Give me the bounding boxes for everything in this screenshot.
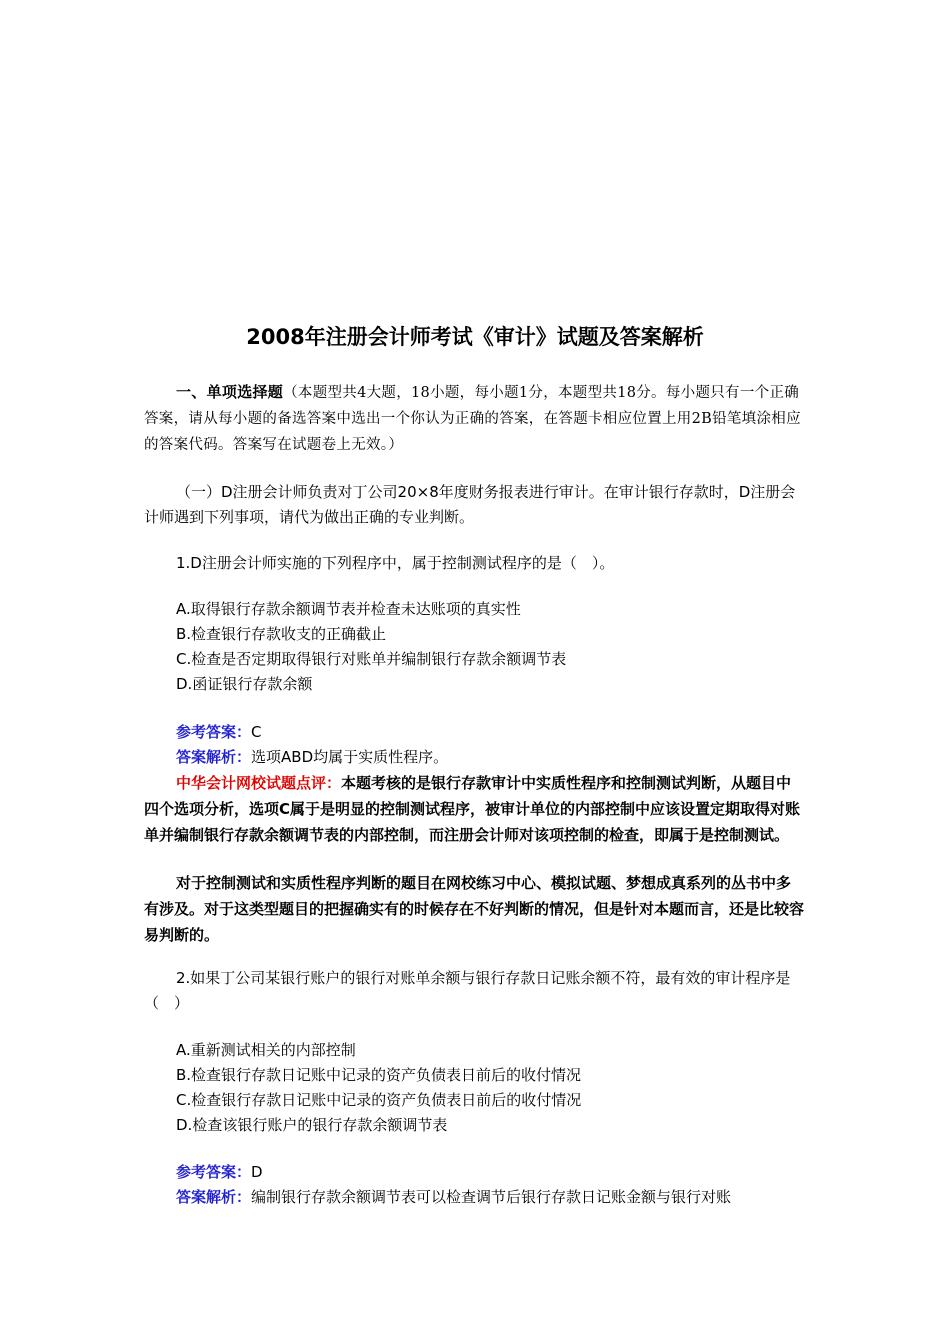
comment-label: 中华会计网校试题点评： — [176, 774, 342, 792]
option-c: C.检查是否定期取得银行对账单并编制银行存款余额调节表 — [176, 650, 567, 668]
question-1-comment-2: 对于控制测试和实质性程序判断的题目在网校练习中心、模拟试题、梦想成真系列的丛书中多有涉及。对于这类型题目的把握确实有的时候存在不好判断的情况，但是针对本题而言，还是比较容易判断的。 — [144, 874, 805, 944]
option-c: C.检查银行存款日记账中记录的资产负债表日前后的收付情况 — [176, 1091, 582, 1109]
answer-line — [144, 1160, 804, 1185]
answer-line — [144, 720, 804, 745]
document-title: 2008年注册会计师考试《审计》试题及答案解析 — [246, 325, 704, 349]
section-instructions-text: （本题型共4大题，18小题，每小题1分，本题型共18分。每小题只有一个正确答案，请从每小题的备选答案中选出一个你认为正确的答案，在答题卡相应位置上用2B铅笔填涂相应的答案代码。答案写在试题卷上无效。） — [144, 385, 801, 453]
analysis-line — [144, 1185, 804, 1210]
option-a: A.重新测试相关的内部控制 — [176, 1041, 356, 1059]
question-1-options — [144, 597, 804, 697]
question-1-answer-block — [144, 720, 804, 770]
option-b: B.检查银行存款日记账中记录的资产负债表日前后的收付情况 — [176, 1066, 582, 1084]
section-heading: 一、单项选择题 — [176, 383, 284, 401]
section-instructions — [144, 379, 804, 458]
comment-text: 本题考核的是银行存款审计中实质性程序和控制测试判断，从题目中四个选项分析，选项C属于是明显的控制测试程序，被审计单位的内部控制中应该设置定期取得对账单并编制银行存款余额调节表的内部控制，而注册会计师对该项控制的检查，即属于是控制测试。 — [144, 774, 801, 844]
option-d: D.检查该银行账户的银行存款余额调节表 — [176, 1116, 448, 1134]
option-b: B.检查银行存款收支的正确截止 — [176, 625, 387, 643]
answer-label: 参考答案： — [176, 723, 252, 741]
analysis-text: 编制银行存款余额调节表可以检查调节后银行存款日记账金额与银行对账 — [251, 1188, 732, 1206]
question-2-answer-block — [144, 1160, 804, 1210]
analysis-label: 答案解析： — [176, 748, 252, 766]
answer-value: C — [251, 723, 262, 741]
question-1-stem: 1.D注册会计师实施的下列程序中，属于控制测试程序的是（ ）。 — [176, 554, 615, 572]
question-1-comment — [144, 770, 804, 848]
analysis-text: 选项ABD均属于实质性程序。 — [251, 748, 449, 766]
answer-label: 参考答案： — [176, 1163, 252, 1181]
analysis-label: 答案解析： — [176, 1188, 252, 1206]
answer-value: D — [251, 1163, 263, 1181]
option-d: D.函证银行存款余额 — [176, 675, 313, 693]
question-2-stem: 2.如果丁公司某银行账户的银行对账单余额与银行存款日记账余额不符，最有效的审计程序是（ ） — [144, 969, 791, 1012]
option-a: A.取得银行存款余额调节表并检查未达账项的真实性 — [176, 600, 521, 618]
question-2-options — [144, 1038, 804, 1138]
analysis-line — [144, 745, 804, 770]
case-intro: （一）D注册会计师负责对丁公司20×8年度财务报表进行审计。在审计银行存款时，D注册会计师遇到下列事项，请代为做出正确的专业判断。 — [144, 483, 796, 526]
